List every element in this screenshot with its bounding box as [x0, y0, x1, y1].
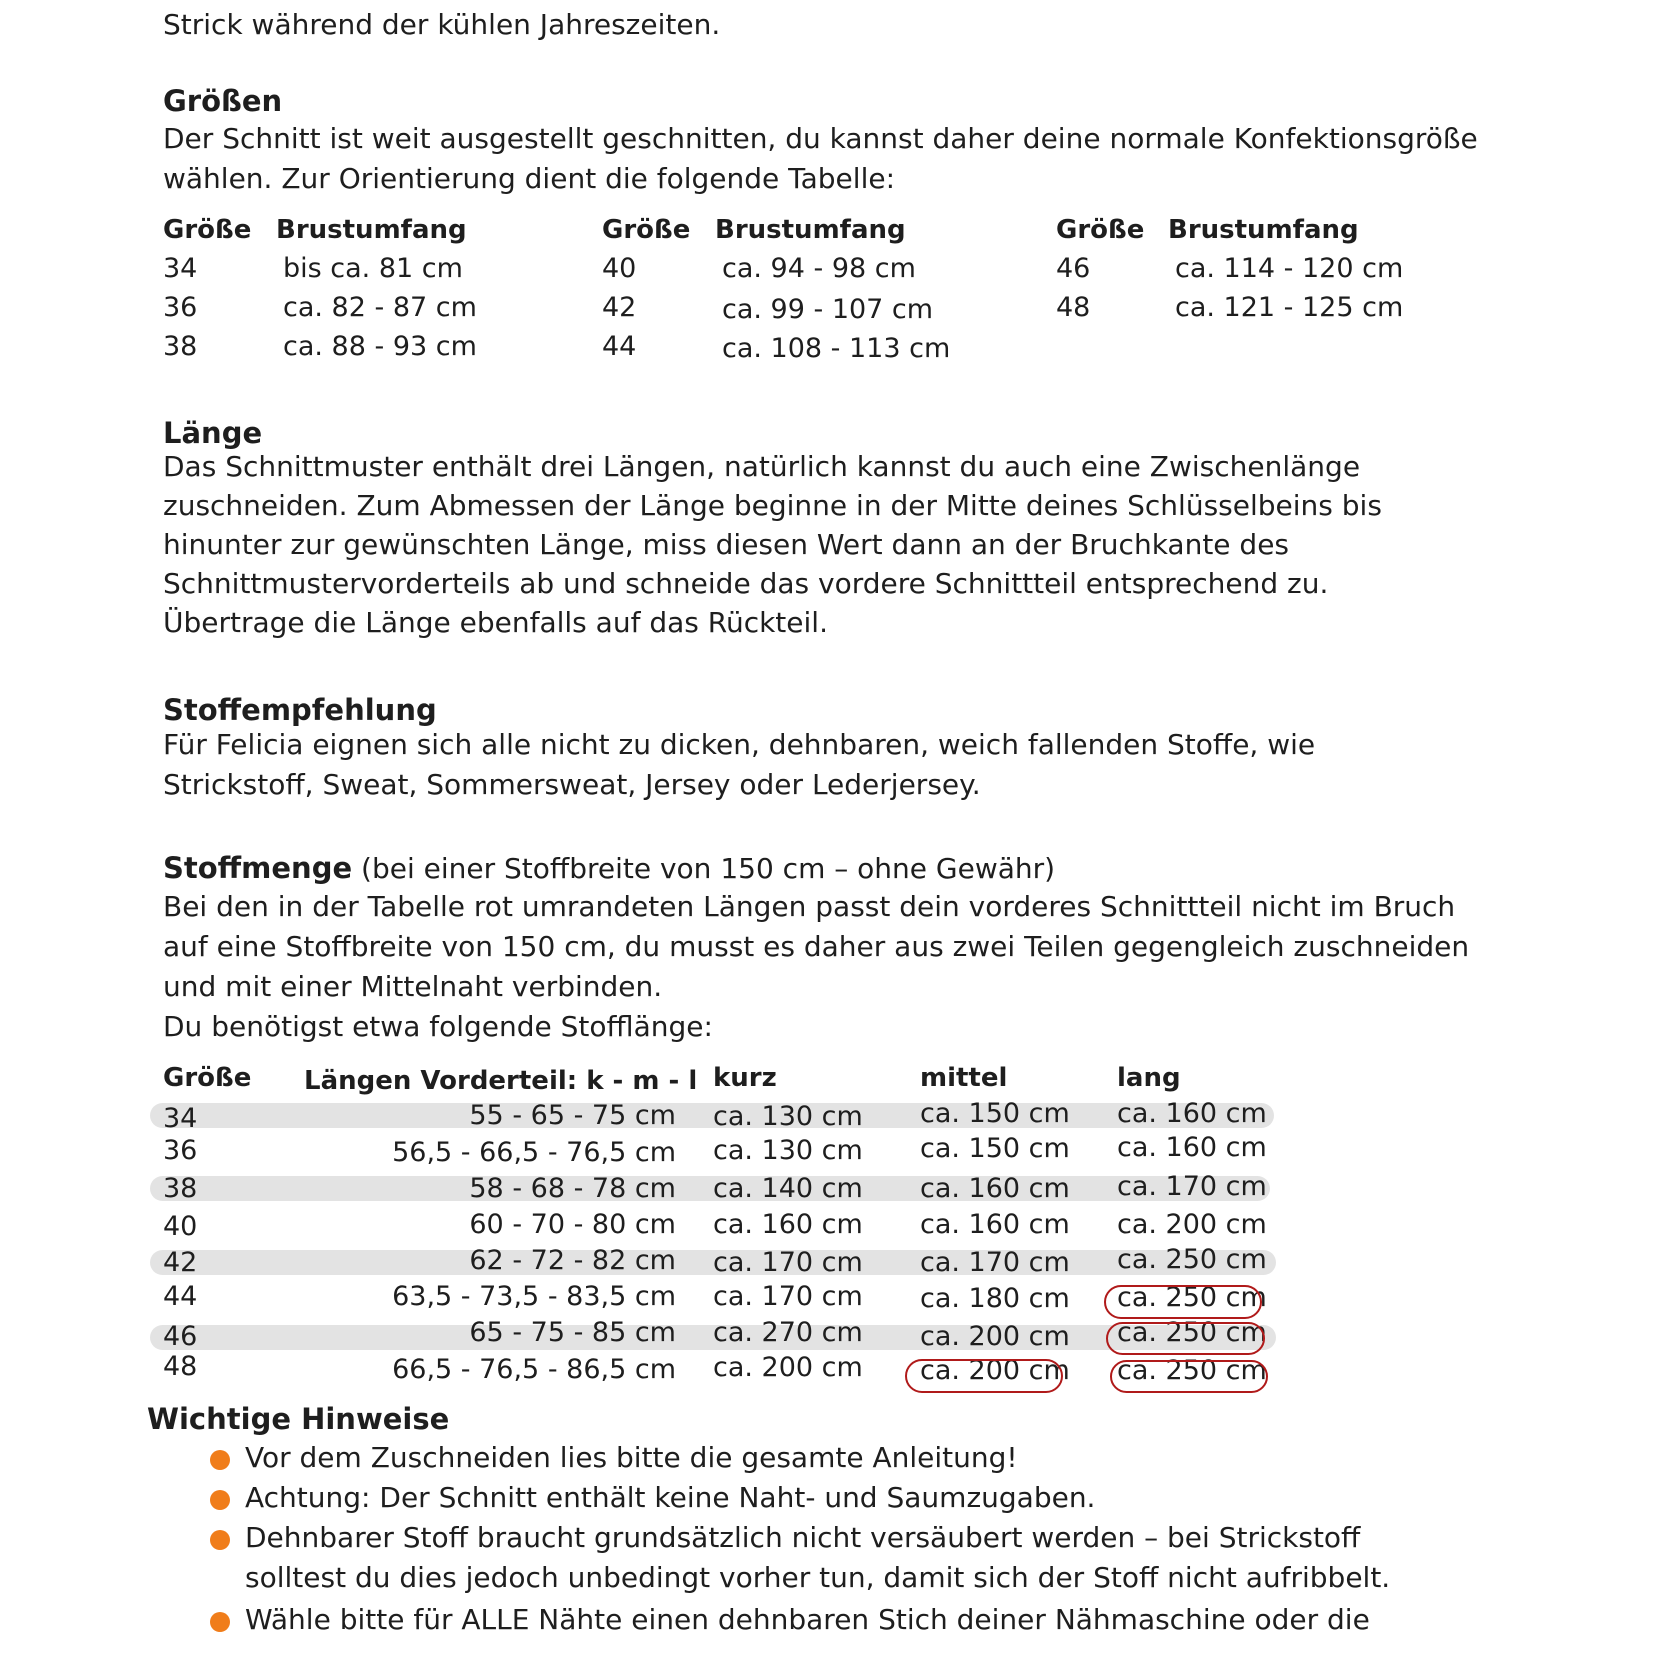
fabric-size-cell: 34	[163, 1103, 198, 1134]
chest-col-header: Brustumfang	[276, 215, 467, 245]
fabric-long-cell: ca. 250 cm	[1117, 1355, 1267, 1386]
bullet-dot	[210, 1612, 230, 1632]
groessen-heading: Größen	[163, 84, 283, 118]
size-cell: 36	[163, 292, 198, 323]
stoffmenge-line: auf eine Stoffbreite von 150 cm, du musst es daher aus zwei Teilen gegengleich zuschneiden	[163, 930, 1470, 963]
fabric-medium-cell: ca. 160 cm	[920, 1173, 1070, 1204]
fabric-short-cell: ca. 160 cm	[713, 1209, 863, 1240]
fabric-size-cell: 48	[163, 1351, 198, 1382]
fabric-short-cell: ca. 270 cm	[713, 1317, 863, 1348]
size-col-header: Größe	[602, 215, 691, 245]
fabric-short-cell: ca. 170 cm	[713, 1247, 863, 1278]
fabric-size-cell: 46	[163, 1321, 198, 1352]
chest-cell: ca. 108 - 113 cm	[722, 333, 951, 364]
fabric-long-cell: ca. 160 cm	[1117, 1132, 1267, 1163]
hinweis-line: Vor dem Zuschneiden lies bitte die gesamte Anleitung!	[245, 1441, 1018, 1474]
fabric-col-long: lang	[1117, 1063, 1181, 1093]
fabric-short-cell: ca. 170 cm	[713, 1281, 863, 1312]
size-cell: 46	[1056, 253, 1091, 284]
fabric-size-cell: 40	[163, 1211, 198, 1242]
stoffmenge-line: und mit einer Mittelnaht verbinden.	[163, 970, 663, 1003]
fabric-front-cell: 56,5 - 66,5 - 76,5 cm	[392, 1137, 676, 1168]
chest-cell: ca. 121 - 125 cm	[1175, 292, 1404, 323]
fabric-front-cell: 55 - 65 - 75 cm	[469, 1100, 676, 1131]
bullet-dot	[210, 1450, 230, 1470]
fabric-medium-cell: ca. 150 cm	[920, 1133, 1070, 1164]
row-stripe	[150, 1103, 1274, 1128]
fabric-col-medium: mittel	[920, 1063, 1008, 1093]
fabric-medium-cell: ca. 200 cm	[920, 1355, 1070, 1386]
size-cell: 34	[163, 253, 198, 284]
row-stripe	[150, 1176, 1270, 1201]
fabric-size-cell: 42	[163, 1247, 198, 1278]
fabric-long-cell: ca. 170 cm	[1117, 1171, 1267, 1202]
fabric-short-cell: ca. 140 cm	[713, 1173, 863, 1204]
fabric-medium-cell: ca. 150 cm	[920, 1098, 1070, 1129]
fabric-long-cell: ca. 200 cm	[1117, 1209, 1267, 1240]
groessen-text-2: wählen. Zur Orientierung dient die folgende Tabelle:	[163, 162, 896, 195]
hinweis-line: Achtung: Der Schnitt enthält keine Naht- und Saumzugaben.	[245, 1481, 1096, 1514]
laenge-line: hinunter zur gewünschten Länge, miss diesen Wert dann an der Bruchkante des	[163, 528, 1290, 561]
bullet-dot	[210, 1490, 230, 1510]
stoffmenge-heading: Stoffmenge	[163, 851, 353, 885]
fabric-col-front: Längen Vorderteil: k - m - l	[304, 1066, 698, 1096]
hinweise-heading: Wichtige Hinweise	[147, 1402, 450, 1436]
fabric-size-cell: 38	[163, 1173, 198, 1204]
fabric-short-cell: ca. 130 cm	[713, 1135, 863, 1166]
stoffempfehlung-heading: Stoffempfehlung	[163, 693, 437, 727]
seam-required-marker	[905, 1359, 1063, 1393]
laenge-line: Übertrage die Länge ebenfalls auf das Rückteil.	[163, 606, 828, 639]
fabric-long-cell: ca. 160 cm	[1117, 1098, 1267, 1129]
fabric-size-cell: 44	[163, 1281, 198, 1312]
stoffmenge-line: Bei den in der Tabelle rot umrandeten Längen passt dein vorderes Schnittteil nicht im Bruch	[163, 890, 1456, 923]
fabric-long-cell: ca. 250 cm	[1117, 1282, 1267, 1313]
seam-required-marker	[1110, 1360, 1268, 1393]
seam-required-marker	[1104, 1285, 1262, 1319]
fabric-medium-cell: ca. 170 cm	[920, 1247, 1070, 1278]
fabric-medium-cell: ca. 200 cm	[920, 1321, 1070, 1352]
fabric-front-cell: 60 - 70 - 80 cm	[469, 1209, 676, 1240]
fabric-col-short: kurz	[713, 1063, 777, 1093]
chest-cell: ca. 82 - 87 cm	[283, 292, 477, 323]
fabric-medium-cell: ca. 180 cm	[920, 1283, 1070, 1314]
stoffempfehlung-line: Strickstoff, Sweat, Sommersweat, Jersey oder Lederjersey.	[163, 768, 981, 801]
size-col-header: Größe	[163, 215, 252, 245]
fabric-short-cell: ca. 130 cm	[713, 1101, 863, 1132]
chest-cell: bis ca. 81 cm	[283, 253, 463, 284]
size-cell: 40	[602, 253, 637, 284]
hinweis-line: Dehnbarer Stoff braucht grundsätzlich nicht versäubert werden – bei Strickstoff	[245, 1521, 1361, 1554]
stoffmenge-heading-note: (bei einer Stoffbreite von 150 cm – ohne Gewähr)	[361, 852, 1056, 885]
chest-cell: ca. 99 - 107 cm	[722, 294, 934, 325]
laenge-line: Das Schnittmuster enthält drei Längen, natürlich kannst du auch eine Zwischenlänge	[163, 450, 1361, 483]
size-cell: 44	[602, 331, 637, 362]
fabric-long-cell: ca. 250 cm	[1117, 1317, 1267, 1348]
fabric-long-cell: ca. 250 cm	[1117, 1244, 1267, 1275]
size-col-header: Größe	[1056, 215, 1145, 245]
fabric-short-cell: ca. 200 cm	[713, 1352, 863, 1383]
fabric-front-cell: 66,5 - 76,5 - 86,5 cm	[392, 1354, 676, 1385]
fabric-front-cell: 62 - 72 - 82 cm	[469, 1245, 676, 1276]
fabric-front-cell: 63,5 - 73,5 - 83,5 cm	[392, 1281, 676, 1312]
chest-cell: ca. 114 - 120 cm	[1175, 253, 1404, 284]
groessen-text-1: Der Schnitt ist weit ausgestellt geschnitten, du kannst daher deine normale Konfektionsgröße	[163, 122, 1478, 155]
stoffmenge-heading-line	[163, 853, 1055, 885]
size-cell: 48	[1056, 292, 1091, 323]
fabric-medium-cell: ca. 160 cm	[920, 1209, 1070, 1240]
chest-col-header: Brustumfang	[715, 215, 906, 245]
size-cell: 38	[163, 331, 198, 362]
fabric-front-cell: 65 - 75 - 85 cm	[469, 1317, 676, 1348]
hinweis-line: solltest du dies jedoch unbedingt vorher tun, damit sich der Stoff nicht aufribbelt.	[245, 1561, 1391, 1594]
laenge-line: Schnittmustervorderteils ab und schneide das vordere Schnittteil entsprechend zu.	[163, 567, 1329, 600]
chest-col-header: Brustumfang	[1168, 215, 1359, 245]
hinweis-line: Wähle bitte für ALLE Nähte einen dehnbaren Stich deiner Nähmaschine oder die	[245, 1603, 1370, 1636]
intro-line: Strick während der kühlen Jahreszeiten.	[163, 8, 721, 41]
stoffmenge-line: Du benötigst etwa folgende Stofflänge:	[163, 1010, 713, 1043]
laenge-line: zuschneiden. Zum Abmessen der Länge beginne in der Mitte deines Schlüsselbeins bis	[163, 489, 1382, 522]
laenge-heading: Länge	[163, 416, 263, 450]
seam-required-marker	[1106, 1322, 1265, 1355]
fabric-col-size: Größe	[163, 1063, 252, 1093]
stoffempfehlung-line: Für Felicia eignen sich alle nicht zu dicken, dehnbaren, weich fallenden Stoffe, wie	[163, 728, 1316, 761]
chest-cell: ca. 94 - 98 cm	[722, 253, 916, 284]
bullet-dot	[210, 1530, 230, 1550]
fabric-size-cell: 36	[163, 1135, 198, 1166]
size-cell: 42	[602, 292, 637, 323]
fabric-front-cell: 58 - 68 - 78 cm	[469, 1173, 676, 1204]
chest-cell: ca. 88 - 93 cm	[283, 331, 477, 362]
